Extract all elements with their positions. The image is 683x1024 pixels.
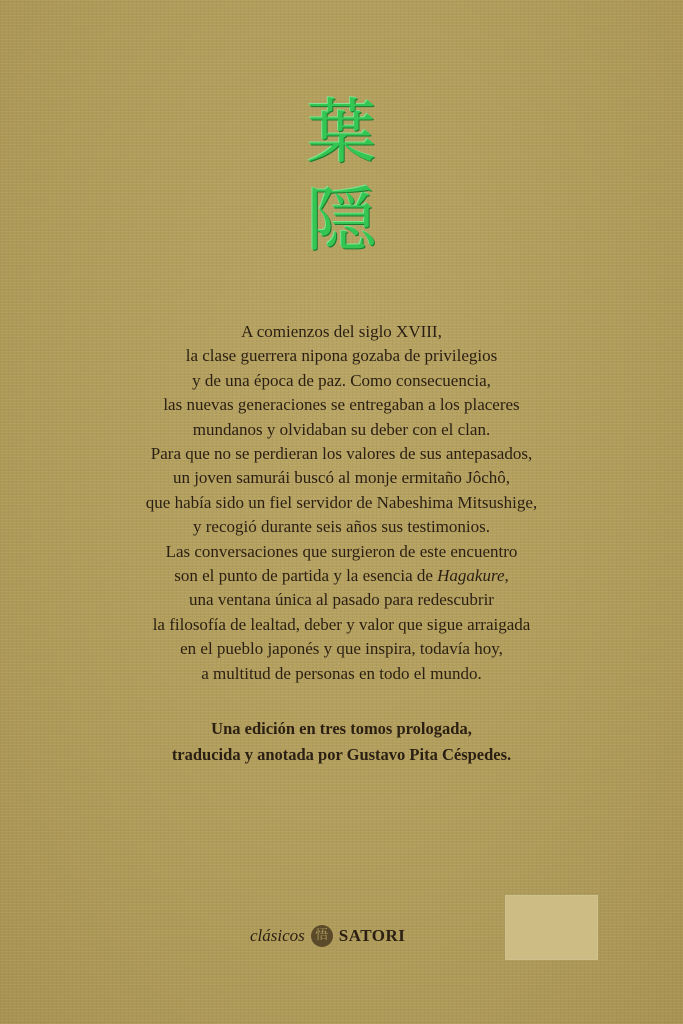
series-name: clásicos xyxy=(250,926,305,945)
credit-line-1: Una edición en tres tomos prologada, xyxy=(211,719,472,738)
description-line-with-title xyxy=(0,564,683,588)
description-line: la clase guerrera nipona gozaba de privilegios xyxy=(185,346,498,366)
barcode-placeholder xyxy=(505,895,598,960)
description-line: a multitud de personas en todo el mundo. xyxy=(201,663,482,683)
punctuation: , xyxy=(504,566,509,586)
back-cover-description xyxy=(0,320,683,686)
description-line: que había sido un fiel servidor de Nabeshima Mitsushige, xyxy=(145,492,538,512)
kanji-ha: 葉 xyxy=(306,91,377,173)
description-line: la filosofía de lealtad, deber y valor que sigue arraigada xyxy=(152,614,531,634)
book-title-italic: Hagakure xyxy=(437,566,505,586)
description-line: en el pueblo japonés y que inspira, todavía hoy, xyxy=(180,639,503,659)
description-text: son el punto de partida y la esencia de xyxy=(174,566,438,586)
description-line: Para que no se perdieran los valores de sus antepasados, xyxy=(150,444,533,464)
description-line: un joven samurái buscó al monje ermitaño Jôchô, xyxy=(172,468,511,488)
title-kanji xyxy=(0,88,683,264)
publisher-imprint xyxy=(250,922,405,950)
description-line: y recogió durante seis años sus testimonios. xyxy=(193,517,490,537)
description-line: una ventana única al pasado para redescubrir xyxy=(189,590,494,610)
description-line: las nuevas generaciones se entregaban a los placeres xyxy=(163,395,520,415)
kanji-gakure: 隠 xyxy=(306,179,377,261)
satori-logo-icon: 悟 xyxy=(311,925,333,947)
description-line: A comienzos del siglo XVIII, xyxy=(241,322,442,341)
publisher-name: SATORI xyxy=(338,926,406,945)
description-line: mundanos y olvidaban su deber con el clan. xyxy=(192,419,491,439)
description-line: Las conversaciones que surgieron de este encuentro xyxy=(165,541,518,561)
credit-line-2: traducida y anotada por Gustavo Pita Céspedes. xyxy=(171,745,512,764)
description-line: y de una época de paz. Como consecuencia, xyxy=(192,370,491,390)
edition-credit xyxy=(0,716,683,768)
